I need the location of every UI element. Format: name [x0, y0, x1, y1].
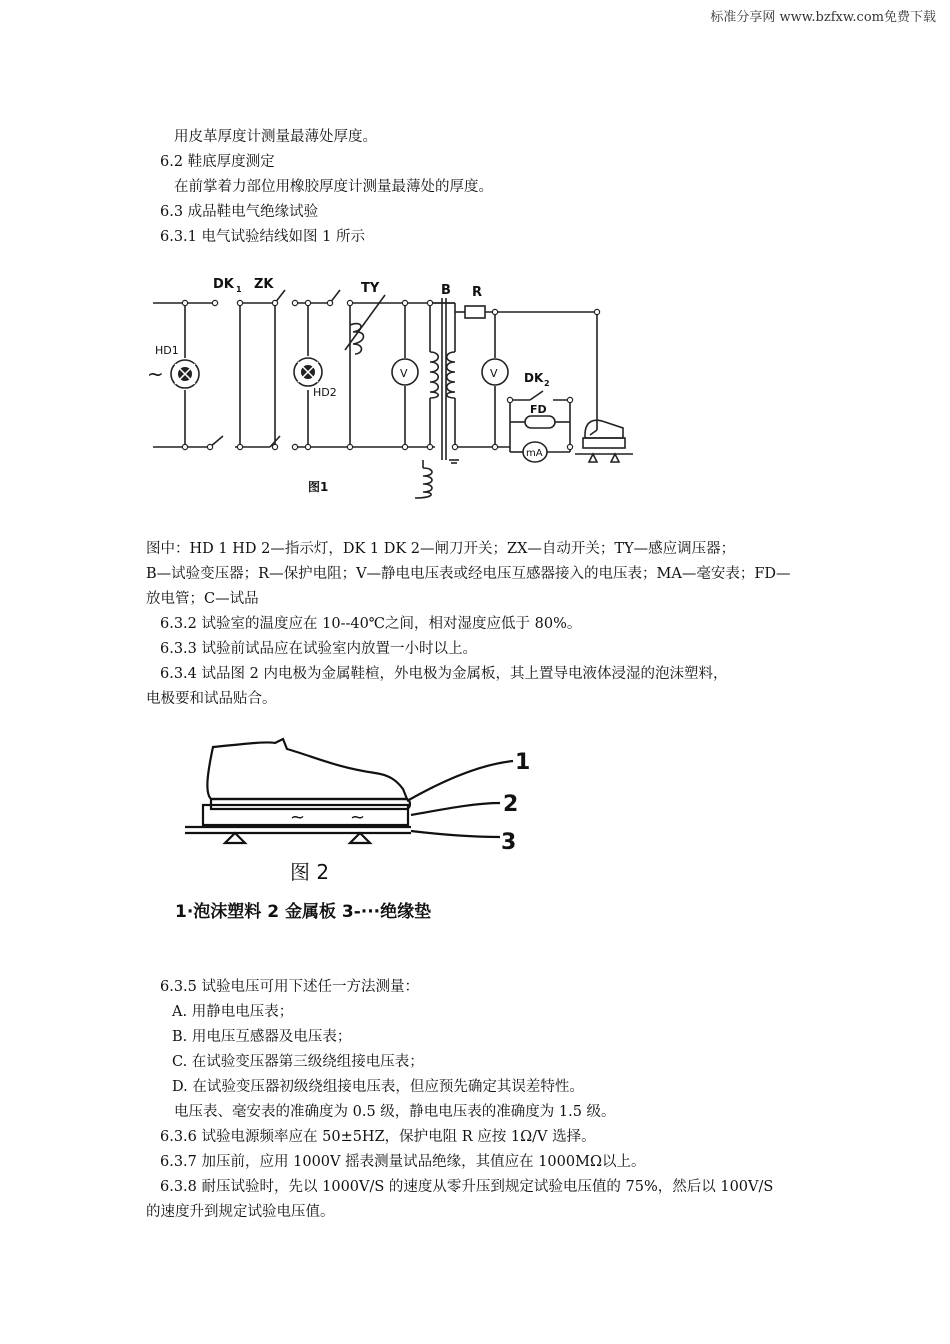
- label-hd2: HD2: [313, 386, 337, 399]
- label-r: R: [472, 285, 483, 300]
- clause: 6.3.3 试验前试品应在试验室内放置一小时以上。: [160, 641, 478, 657]
- paragraph: 用皮革厚度计测量最薄处厚度。: [174, 129, 377, 145]
- label-3: 3: [501, 830, 517, 855]
- list-item: D. 在试验变压器初级绕组接电压表，但应预先确定其误差特性。: [172, 1079, 584, 1095]
- clause: 6.3.8 耐压试验时，先以 1000V/S 的速度从零升压到规定试验电压值的 75%，然后以 100V/S: [160, 1179, 774, 1195]
- label-ty: TY: [361, 281, 380, 296]
- clause: 6.3.4 试品图 2 内电极为金属鞋楦，外电极为金属板，其上置导电液体浸湿的泡沫塑料，: [160, 666, 728, 682]
- label-dk2-sub: 2: [544, 379, 550, 388]
- list-item: B. 用电压互感器及电压表；: [172, 1029, 352, 1045]
- label-zk: ZK: [254, 277, 274, 292]
- label-v1: V: [400, 367, 408, 380]
- legend-line: 放电管；C—试品: [146, 591, 259, 607]
- figure-legend: 1·泡沫塑料 2 金属板 3-···绝缘垫: [175, 902, 432, 922]
- clause: 6.3.7 加压前，应用 1000V 摇表测量试品绝缘，其值应在 1000MΩ以上。: [160, 1154, 646, 1170]
- section-heading: 6.3 成品鞋电气绝缘试验: [160, 204, 319, 220]
- clause: 的速度升到规定试验电压值。: [146, 1204, 335, 1220]
- shoe-test-diagram: [175, 735, 555, 935]
- paragraph: 电压表、毫安表的准确度为 0.5 级，静电电压表的准确度为 1.5 级。: [174, 1104, 616, 1120]
- lamp-hd2-icon: [294, 358, 322, 386]
- label-dk2: DK: [524, 371, 544, 385]
- clause: 6.3.5 试验电压可用下述任一方法测量：: [160, 979, 420, 995]
- label-1: 1: [515, 750, 531, 775]
- legend-line: B—试验变压器；R—保护电阻；V—静电电压表或经电压互感器接入的电压表；MA—毫安表；FD—: [146, 566, 791, 582]
- figure-caption: 图 2: [290, 860, 330, 884]
- lamp-hd1-icon: [171, 360, 199, 388]
- list-item: A. 用静电电压表；: [172, 1004, 294, 1020]
- page-header: 标准分享网 www.bzfxw.com免费下载: [710, 10, 936, 25]
- label-v2: V: [490, 367, 498, 380]
- label-hd1: HD1: [155, 344, 179, 357]
- figure-caption: 图1: [308, 480, 329, 494]
- label-b: B: [441, 283, 451, 298]
- label-dk1: DK: [213, 277, 234, 292]
- list-item: C. 在试验变压器第三级绕组接电压表；: [172, 1054, 424, 1070]
- paragraph: 在前掌着力部位用橡胶厚度计测量最薄处的厚度。: [174, 179, 493, 195]
- label-ma: mA: [526, 448, 543, 459]
- ac-source-icon: ~: [147, 362, 164, 386]
- legend-line: 图中：HD 1 HD 2—指示灯，DK 1 DK 2—闸刀开关；ZX—自动开关；TY—感应调压器；: [146, 541, 736, 557]
- label-dk1-sub: 1: [236, 285, 242, 294]
- section-heading: 6.2 鞋底厚度测定: [160, 154, 275, 170]
- clause: 电极要和试品贴合。: [146, 691, 277, 707]
- clause: 6.3.6 试验电源频率应在 50±5HZ，保护电阻 R 应按 1Ω/V 选择。: [160, 1129, 596, 1145]
- label-2: 2: [503, 792, 519, 817]
- label-fd: FD: [530, 403, 547, 416]
- wave-icon: ~: [350, 807, 366, 828]
- wave-icon: ~: [290, 807, 306, 828]
- circuit-diagram: [145, 270, 645, 510]
- clause: 6.3.2 试验室的温度应在 10--40℃之间，相对湿度应低于 80%。: [160, 616, 582, 632]
- section-heading: 6.3.1 电气试验结线如图 1 所示: [160, 229, 365, 245]
